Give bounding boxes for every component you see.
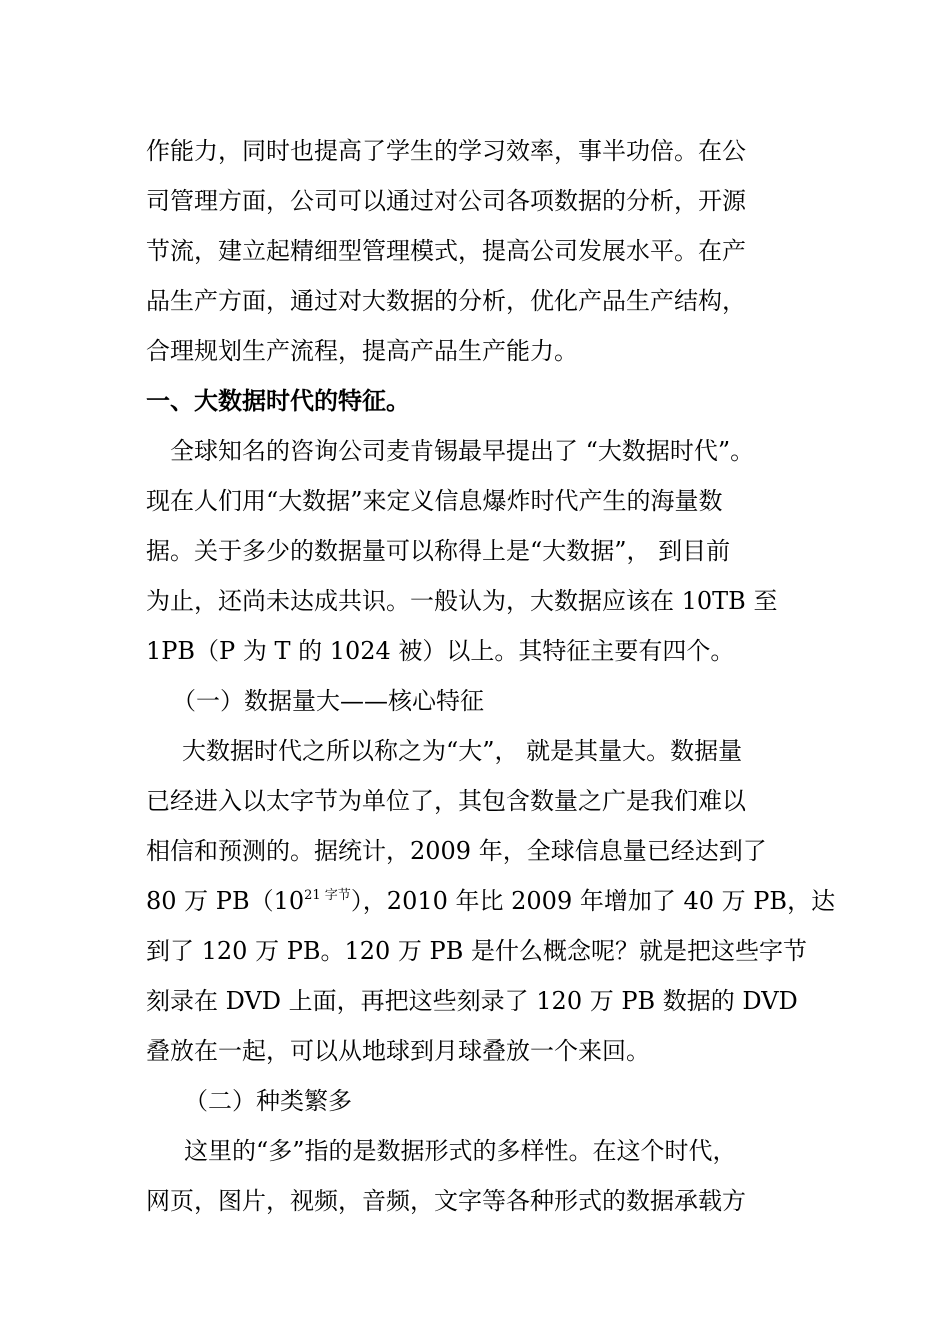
paragraph-line: 这里的“多”指的是数据形式的多样性。在这个时代， — [184, 1137, 737, 1165]
paragraph-line: 到了 120 万 PB。120 万 PB 是什么概念呢？就是把这些字节 — [146, 937, 807, 965]
paragraph-line: 全球知名的咨询公司麦肯锡最早提出了 “大数据时代”。 — [170, 437, 755, 465]
subsection-heading: （二）种类繁多 — [184, 1087, 352, 1115]
section-heading: 一、大数据时代的特征。 — [146, 386, 410, 415]
paragraph-line: 据。关于多少的数据量可以称得上是“大数据”， 到目前 — [146, 537, 731, 565]
superscript: 21 字节 — [304, 888, 351, 903]
paragraph-line — [146, 886, 835, 916]
paragraph-line: 节流，建立起精细型管理模式，提高公司发展水平。在产 — [146, 237, 746, 265]
line-text: 80 万 PB（10 — [146, 887, 305, 915]
paragraph-line: 为止，还尚未达成共识。一般认为，大数据应该在 10TB 至 — [146, 587, 778, 615]
paragraph-line: 已经进入以太字节为单位了，其包含数量之广是我们难以 — [146, 787, 746, 815]
paragraph-line: 网页，图片，视频，音频，文字等各种形式的数据承载方 — [146, 1187, 746, 1215]
paragraph-line: 作能力，同时也提高了学生的学习效率，事半功倍。在公 — [146, 137, 746, 165]
paragraph-line: 合理规划生产流程，提高产品生产能力。 — [146, 337, 578, 365]
paragraph-line: 刻录在 DVD 上面，再把这些刻录了 120 万 PB 数据的 DVD — [146, 987, 798, 1015]
paragraph-line: 大数据时代之所以称之为“大”， 就是其量大。数据量 — [182, 737, 743, 765]
subsection-heading: （一）数据量大——核心特征 — [172, 687, 484, 715]
paragraph-line: 1PB（P 为 T 的 1024 被）以上。其特征主要有四个。 — [146, 637, 735, 665]
line-text: ），2010 年比 2009 年增加了 40 万 PB，达 — [350, 887, 836, 915]
paragraph-line: 司管理方面，公司可以通过对公司各项数据的分析，开源 — [146, 187, 746, 215]
paragraph-line: 品生产方面，通过对大数据的分析，优化产品生产结构， — [146, 287, 746, 315]
paragraph-line: 相信和预测的。据统计，2009 年，全球信息量已经达到了 — [146, 837, 767, 865]
paragraph-line: 现在人们用“大数据”来定义信息爆炸时代产生的海量数 — [146, 487, 723, 515]
paragraph-line: 叠放在一起，可以从地球到月球叠放一个来回。 — [146, 1037, 650, 1065]
